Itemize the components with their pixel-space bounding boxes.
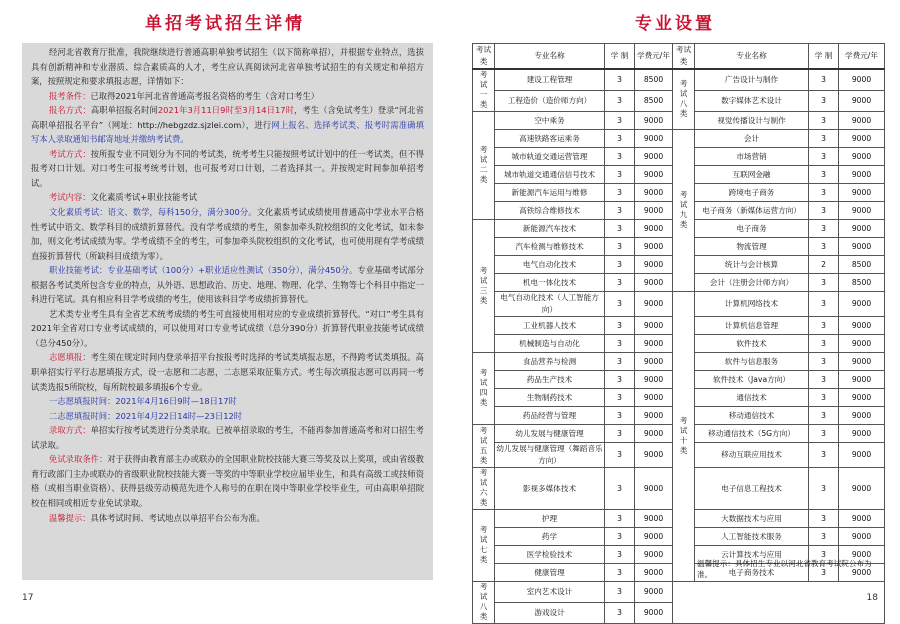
duration-cell: 3 [809, 238, 839, 256]
column-header: 考试类 [473, 44, 495, 70]
tuition-cell: 9000 [839, 238, 885, 256]
tuition-cell: 9000 [839, 90, 885, 111]
tuition-cell: 9000 [839, 335, 885, 353]
duration-cell: 3 [605, 202, 635, 220]
major-name-cell: 药品经营与管理 [495, 407, 605, 425]
table-row [473, 582, 885, 603]
tuition-cell: 9000 [635, 528, 673, 546]
right-page [450, 0, 900, 621]
category-cell [673, 130, 695, 292]
category-cell [473, 468, 495, 510]
paragraph [31, 394, 424, 409]
major-name-cell: 幼儿发展与健康管理（舞蹈音乐方向） [495, 443, 605, 468]
major-name-cell: 医学检验技术 [495, 546, 605, 564]
duration-cell: 3 [605, 603, 635, 624]
tuition-cell: 9000 [839, 546, 885, 564]
tuition-cell: 9000 [635, 148, 673, 166]
major-name-cell: 计算机信息管理 [695, 317, 809, 335]
text-run: 经河北省教育厅批准，我院继续进行普通高职单独考试招生（以下简称单招），并根据专业特点，选拔具有创新精神和专业潜质、综合素质高的人才，考生应认真阅读河北省单独考试招生的有关规定和单招方案，按照规定和要求填报志愿，详情如下： [31, 47, 424, 87]
major-name-cell: 电子信息工程技术 [695, 468, 809, 510]
category-label: 考试七类 [479, 525, 488, 564]
duration-cell: 3 [809, 353, 839, 371]
tuition-cell: 8500 [635, 90, 673, 111]
tuition-cell: 9000 [839, 389, 885, 407]
text-run: 网上报名、选择考试类、报考时需准确填写本人录取通知书邮寄地址并缴纳考试费。 [31, 119, 424, 145]
category-label: 考试五类 [479, 425, 488, 465]
major-name-cell: 数字媒体艺术设计 [695, 90, 809, 111]
category-label: 考试四类 [479, 368, 488, 407]
duration-cell: 3 [605, 546, 635, 564]
major-name-cell: 汽车检测与维修技术 [495, 238, 605, 256]
paragraph [31, 409, 424, 424]
duration-cell: 3 [605, 90, 635, 111]
duration-cell: 3 [605, 292, 635, 317]
duration-cell: 3 [809, 528, 839, 546]
tuition-cell: 9000 [839, 112, 885, 130]
major-name-cell: 大数据技术与应用 [695, 510, 809, 528]
major-name-cell: 机械制造与自动化 [495, 335, 605, 353]
major-name-cell: 物流管理 [695, 238, 809, 256]
duration-cell: 2 [809, 256, 839, 274]
text-run: 对于获得由教育部主办或联办的全国职业院校技能大赛三等奖及以上奖项，或由省级教育行政部门主办或联办的省级职业院校技能大赛一等奖的中等职业学校应届毕业生，和具有高级工或技师资格（或相当职业资格）、获得县级劳动模范先进个人称号的在职在岗中等职业学校毕业生，可由高职单招院校在相同或相近专业免试录取。 [31, 454, 424, 508]
duration-cell: 3 [605, 564, 635, 582]
tuition-cell: 8500 [839, 256, 885, 274]
text-run: 专业基础考试部分根据各考试类所包含专业的特点，从外语、思想政治、历史、地理、物理、化学、生物等七个科目中指定一科进行笔试。具有相应科目学考成绩的考生，使用该科目学考成绩折算替代。 [31, 265, 424, 305]
tuition-cell: 9000 [839, 510, 885, 528]
tuition-cell: 9000 [839, 425, 885, 443]
duration-cell: 3 [809, 90, 839, 111]
major-name-cell: 云计算技术与应用 [695, 546, 809, 564]
duration-cell: 3 [809, 564, 839, 582]
major-name-cell: 新能源汽车技术 [495, 220, 605, 238]
tuition-cell: 9000 [839, 184, 885, 202]
duration-cell: 3 [809, 510, 839, 528]
major-name-cell: 护理 [495, 510, 605, 528]
major-name-cell: 移动互联应用技术 [695, 443, 809, 468]
duration-cell: 3 [809, 274, 839, 292]
column-header: 学 制 [809, 44, 839, 70]
tuition-cell: 9000 [635, 292, 673, 317]
right-page-number: 18 [866, 593, 878, 603]
duration-cell: 3 [605, 256, 635, 274]
duration-cell: 3 [605, 353, 635, 371]
category-cell [473, 112, 495, 220]
duration-cell: 3 [809, 443, 839, 468]
category-label: 考试九类 [679, 190, 688, 229]
major-name-cell: 药品生产技术 [495, 371, 605, 389]
paragraph [31, 452, 424, 510]
duration-cell: 3 [605, 335, 635, 353]
paragraph [31, 307, 424, 351]
tuition-cell: 9000 [635, 546, 673, 564]
major-name-cell: 市场营销 [695, 148, 809, 166]
left-page-number: 17 [22, 593, 34, 603]
tuition-cell: 9000 [839, 202, 885, 220]
column-header: 专业名称 [495, 44, 605, 70]
major-name-cell: 通信技术 [695, 389, 809, 407]
tuition-cell: 9000 [839, 292, 885, 317]
text-run: 温馨提示： [49, 512, 91, 523]
category-label: 考试六类 [479, 468, 488, 507]
category-label: 考试八类 [679, 79, 688, 118]
text-run: 免试录取条件： [49, 454, 108, 465]
paragraph [31, 89, 424, 104]
major-name-cell: 广告设计与制作 [695, 69, 809, 90]
tuition-cell: 9000 [635, 443, 673, 468]
category-label: 考试二类 [479, 145, 488, 184]
tuition-cell: 9000 [635, 202, 673, 220]
category-label: 考试八类 [479, 582, 488, 621]
tuition-cell: 9000 [635, 274, 673, 292]
tuition-cell: 9000 [635, 371, 673, 389]
category-cell [673, 292, 695, 582]
major-name-cell: 电子商务技术 [695, 564, 809, 582]
duration-cell: 3 [605, 317, 635, 335]
major-name-cell: 室内艺术设计 [495, 582, 605, 603]
text-run: 按所报专业不同划分为不同的考试类，统考考生只能按照考试计划中的任一考试类，但不得报考对口计划。对口考生可报考统考计划，也可报考对口计划，二者选择其一。并按规定时间参加单招考试。 [31, 148, 424, 188]
tuition-cell: 9000 [839, 468, 885, 510]
duration-cell: 3 [605, 443, 635, 468]
duration-cell: 3 [809, 468, 839, 510]
tuition-cell: 9000 [635, 220, 673, 238]
major-name-cell: 电气自动化技术（人工智能方向） [495, 292, 605, 317]
category-label: 考试一类 [479, 70, 488, 109]
paragraph [31, 350, 424, 394]
major-name-cell: 计算机网络技术 [695, 292, 809, 317]
duration-cell: 3 [809, 317, 839, 335]
column-header: 专业名称 [695, 44, 809, 70]
text-run: 报考条件： [49, 90, 91, 101]
tuition-cell: 9000 [839, 317, 885, 335]
table-header-row [473, 44, 885, 70]
duration-cell: 3 [605, 582, 635, 603]
major-name-cell: 药学 [495, 528, 605, 546]
duration-cell: 3 [605, 274, 635, 292]
tuition-cell: 9000 [635, 564, 673, 582]
duration-cell: 3 [809, 184, 839, 202]
text-run: 考生须在规定时间内登录单招平台按报考时选择的考试类填报志愿，不得跨考试类填报。高职单招实行平行志愿填报方式，设一志愿和二志愿，二志愿采取征集方式。考生每次填报志愿可以再同一考试类选报5所院校，每所院校最多填报6个专业。 [31, 352, 424, 392]
major-name-cell: 软件技术（Java方向） [695, 371, 809, 389]
duration-cell: 3 [809, 389, 839, 407]
text-run: 考试方式： [49, 148, 91, 159]
duration-cell: 3 [809, 371, 839, 389]
category-cell [673, 69, 695, 130]
duration-cell: 3 [605, 166, 635, 184]
major-name-cell: 互联网金融 [695, 166, 809, 184]
duration-cell: 3 [605, 112, 635, 130]
tuition-cell: 9000 [635, 256, 673, 274]
major-name-cell: 统计与会计核算 [695, 256, 809, 274]
major-name-cell: 游戏设计 [495, 603, 605, 624]
major-name-cell: 会计（注册会计师方向） [695, 274, 809, 292]
category-cell [473, 425, 495, 468]
duration-cell: 3 [605, 238, 635, 256]
major-name-cell: 移动通信技术（5G方向） [695, 425, 809, 443]
tuition-cell: 9000 [635, 184, 673, 202]
tuition-cell: 9000 [839, 166, 885, 184]
major-name-cell: 空中乘务 [495, 112, 605, 130]
text-run: 艺术类专业考生具有全省艺术统考成绩的考生可直接使用相对应的专业成绩折算替代。“对口”考生具有2021年全省对口专业考试成绩的，可以使用对口专业考试成绩（总分390分）折算替代职业技能考试成绩（总分450分）。 [31, 308, 424, 348]
duration-cell: 3 [809, 335, 839, 353]
major-name-cell: 幼儿发展与健康管理 [495, 425, 605, 443]
duration-cell: 3 [809, 148, 839, 166]
tuition-cell: 8500 [635, 69, 673, 90]
tuition-cell: 9000 [839, 371, 885, 389]
majors-table [472, 43, 885, 624]
text-run: 录取方式： [49, 425, 91, 436]
duration-cell: 3 [605, 425, 635, 443]
tuition-cell: 9000 [635, 130, 673, 148]
tuition-cell: 9000 [839, 130, 885, 148]
text-run: 志愿填报： [49, 352, 91, 363]
duration-cell: 3 [605, 220, 635, 238]
major-name-cell: 高铁综合维修技术 [495, 202, 605, 220]
text-run: 已取得2021年河北省普通高考报名资格的考生（含对口考生） [90, 90, 320, 101]
text-run: 2021年3月11日9时至3月14日17时 [157, 105, 295, 116]
text-run: 文化素质考试+职业技能考试 [90, 192, 198, 203]
major-name-cell: 城市轨道交通通信信号技术 [495, 166, 605, 184]
paragraph [31, 511, 424, 526]
paragraph [31, 45, 424, 89]
table-row [473, 130, 885, 148]
category-label: 考试三类 [479, 265, 488, 305]
text-run: ，考生（含免试考生）登录“河北省高职单招报名平台”（网址：http://hebgzdz.sjzlei.com），进行 [31, 105, 424, 130]
tuition-cell: 9000 [839, 220, 885, 238]
major-name-cell: 移动通信技术 [695, 407, 809, 425]
major-name-cell: 电子商务 [695, 220, 809, 238]
major-name-cell: 软件技术 [695, 335, 809, 353]
duration-cell: 3 [605, 407, 635, 425]
paragraph [31, 190, 424, 205]
table-note: 温馨提示：具体招生专业以河北省教育考试院公布为准。 [697, 559, 872, 579]
major-name-cell: 工业机器人技术 [495, 317, 605, 335]
admission-details-box [22, 43, 433, 580]
column-header: 学 制 [605, 44, 635, 70]
left-page-heading: 单招考试招生详情 [145, 14, 305, 34]
major-name-cell: 新能源汽车运用与维修 [495, 184, 605, 202]
major-name-cell: 工程造价（造价师方向） [495, 90, 605, 111]
tuition-cell: 9000 [839, 148, 885, 166]
duration-cell: 3 [605, 528, 635, 546]
major-name-cell: 电气自动化技术 [495, 256, 605, 274]
duration-cell: 3 [605, 148, 635, 166]
duration-cell: 3 [809, 546, 839, 564]
major-name-cell: 健康管理 [495, 564, 605, 582]
major-name-cell: 会计 [695, 130, 809, 148]
major-name-cell: 影视多媒体技术 [495, 468, 605, 510]
tuition-cell: 9000 [635, 468, 673, 510]
tuition-cell: 9000 [635, 112, 673, 130]
left-page [0, 0, 450, 615]
text-run: 文化素质考试成绩使用普通高中学业水平合格性考试中语文、数学科目的成绩折算替代。没有学考成绩的考生，须参加牵头院校组织的文化考试，如未参加，则文化考试成绩为零。学考成绩不全的考生，可参加牵头院校组织的文化考试，也可使用现有学考成绩直接折算替代（所缺科目成绩为零）。 [31, 207, 424, 261]
duration-cell: 3 [809, 220, 839, 238]
major-name-cell: 人工智能技术服务 [695, 528, 809, 546]
column-header: 学费元/年 [635, 44, 673, 70]
text-run: 二志愿填报时间：2021年4月22日14时—23日12时 [49, 410, 243, 421]
duration-cell: 3 [605, 130, 635, 148]
tuition-cell: 9000 [839, 564, 885, 582]
tuition-cell: 9000 [839, 407, 885, 425]
tuition-cell: 9000 [839, 443, 885, 468]
table-row [473, 69, 885, 90]
duration-cell: 3 [605, 69, 635, 90]
duration-cell: 3 [809, 292, 839, 317]
category-cell [473, 353, 495, 425]
tuition-cell: 9000 [635, 389, 673, 407]
paragraph [31, 205, 424, 263]
tuition-cell: 9000 [635, 166, 673, 184]
text-run: 一志愿填报时间：2021年4月16日9时—18日17时 [49, 396, 237, 407]
category-cell [473, 510, 495, 582]
major-name-cell: 高速铁路客运乘务 [495, 130, 605, 148]
duration-cell: 3 [605, 371, 635, 389]
duration-cell: 3 [605, 389, 635, 407]
duration-cell: 3 [809, 112, 839, 130]
tuition-cell: 9000 [839, 69, 885, 90]
tuition-cell: 9000 [635, 510, 673, 528]
paragraph [31, 423, 424, 452]
tuition-cell: 8500 [839, 274, 885, 292]
major-name-cell: 生物制药技术 [495, 389, 605, 407]
text-run: 具体考试时间、考试地点以单招平台公布为准。 [90, 512, 265, 523]
column-header: 学费元/年 [839, 44, 885, 70]
duration-cell: 3 [809, 130, 839, 148]
major-name-cell: 城市轨道交通运营管理 [495, 148, 605, 166]
duration-cell: 3 [809, 407, 839, 425]
duration-cell: 3 [605, 184, 635, 202]
duration-cell: 3 [809, 166, 839, 184]
duration-cell: 3 [605, 510, 635, 528]
major-name-cell: 跨境电子商务 [695, 184, 809, 202]
tuition-cell: 9000 [635, 582, 673, 603]
tuition-cell: 9000 [839, 528, 885, 546]
major-name-cell: 机电一体化技术 [495, 274, 605, 292]
category-cell [473, 582, 495, 624]
category-cell [473, 69, 495, 112]
duration-cell: 3 [809, 69, 839, 90]
text-run: 报名方式： [49, 105, 91, 116]
tuition-cell: 9000 [839, 353, 885, 371]
text-run: 文化素质考试：语文、数学，每科150分，满分300分。 [49, 207, 257, 218]
right-page-heading: 专业设置 [635, 14, 715, 34]
paragraph [31, 147, 424, 191]
text-run: 单招实行按考试类进行分类录取。已被单招录取的考生，不能再参加普通高考和对口招生考试录取。 [31, 425, 424, 450]
table-row [473, 292, 885, 317]
note-area-cell [673, 582, 885, 624]
paragraph [31, 103, 424, 147]
major-name-cell: 食品营养与检测 [495, 353, 605, 371]
major-name-cell: 软件与信息服务 [695, 353, 809, 371]
duration-cell: 3 [605, 468, 635, 510]
duration-cell: 3 [809, 202, 839, 220]
major-name-cell: 建设工程管理 [495, 69, 605, 90]
tuition-cell: 9000 [635, 238, 673, 256]
major-name-cell: 视觉传播设计与制作 [695, 112, 809, 130]
category-label: 考试十类 [679, 416, 688, 455]
tuition-cell: 9000 [635, 425, 673, 443]
text-run: 职业技能考试：专业基础考试（100分）+职业适应性测试（350分），满分450分。 [49, 265, 358, 276]
category-cell [473, 220, 495, 353]
text-run: 高职单招报名时间 [90, 105, 158, 116]
major-name-cell: 电子商务（新媒体运营方向） [695, 202, 809, 220]
tuition-cell: 9000 [635, 407, 673, 425]
tuition-cell: 9000 [635, 353, 673, 371]
column-header: 考试类 [673, 44, 695, 70]
tuition-cell: 9000 [635, 335, 673, 353]
paragraph [31, 263, 424, 307]
duration-cell: 3 [809, 425, 839, 443]
tuition-cell: 9000 [635, 317, 673, 335]
tuition-cell: 9000 [635, 603, 673, 624]
text-run: 考试内容： [49, 192, 91, 203]
